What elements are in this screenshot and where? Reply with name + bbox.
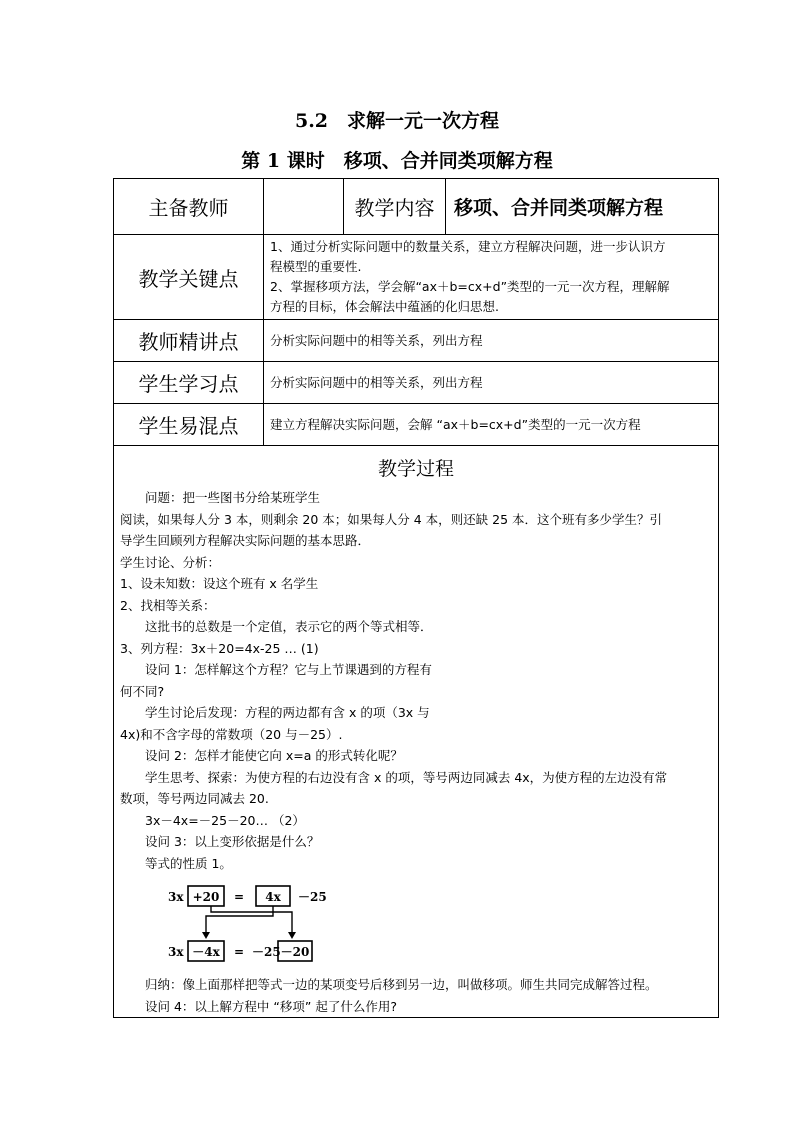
process-line: 4x)和不含字母的常数项（20 与－25）. — [120, 726, 343, 742]
process-heading: 教学过程 — [377, 458, 454, 480]
row-value: 分析实际问题中的相等关系，列出方程 — [264, 320, 719, 362]
process-line: 何不同? — [120, 683, 165, 699]
process-line: 设问 4：以上解方程中 “移项” 起了什么作用? — [145, 998, 397, 1014]
term-minus4x: －4x — [192, 945, 220, 959]
term-minus25-bottom: －25 — [252, 945, 281, 959]
teacher-value — [264, 179, 344, 235]
row-label: 教学关键点 — [114, 235, 264, 320]
process-line: 设问 1：怎样解这个方程？它与上节课遇到的方程有 — [145, 662, 432, 677]
process-row — [114, 446, 719, 1018]
table-row — [114, 362, 719, 404]
transposition-diagram-svg — [166, 884, 366, 964]
row-value: 建立方程解决实际问题，会解 “ax＋b=cx+d”类型的一元一次方程 — [264, 404, 719, 446]
process-line: 阅读，如果每人分 3 本，则剩余 20 本；如果每人分 4 本，则还缺 25 本．这个班有多少学生？引 — [120, 511, 663, 527]
header-row — [114, 179, 719, 235]
equals-bottom: = — [233, 945, 245, 959]
process-line: 归纳：像上面那样把等式一边的某项变号后移到另一边，叫做移项。师生共同完成解答过程。 — [145, 977, 658, 992]
process-line: 设问 3：以上变形依据是什么？ — [145, 834, 320, 849]
row-label: 学生易混点 — [114, 404, 264, 446]
lesson-subtitle: 第 1 课时 移项、合并同类项解方程 — [241, 150, 553, 172]
content-label: 教学内容 — [344, 179, 446, 235]
process-line: 等式的性质 1。 — [145, 855, 232, 871]
term-minus25-top: －25 — [298, 890, 327, 904]
row-label: 教师精讲点 — [114, 320, 264, 362]
table-row — [114, 404, 719, 446]
process-line: 3x－4x=－25－20… （2） — [145, 812, 305, 828]
table-row — [114, 320, 719, 362]
term-minus20: －20 — [280, 945, 310, 959]
arrow-20-to-right — [211, 906, 292, 934]
page-title: 5.2 求解一元一次方程 — [294, 110, 500, 132]
row-line: 2、掌握移项方法，学会解“ax＋b=cx+d”类型的一元一次方程，理解解 — [270, 279, 670, 294]
row-label: 学生学习点 — [114, 362, 264, 404]
process-line: 学生讨论、分析： — [120, 554, 221, 570]
process-line: 这批书的总数是一个定值，表示它的两个等式相等． — [145, 619, 433, 634]
process-line: 学生讨论后发现：方程的两边都有含 x 的项（3x 与 — [145, 705, 430, 720]
content-value: 移项、合并同类项解方程 — [446, 179, 719, 235]
process-line: 设问 2：怎样才能使它向 x=a 的形式转化呢？ — [145, 748, 403, 763]
term-3x-top: 3x — [168, 890, 184, 904]
transposition-arrows — [206, 906, 292, 934]
process-line: 2、找相等关系： — [120, 597, 216, 613]
lesson-plan-table — [113, 178, 719, 1018]
row-line: 1、通过分析实际问题中的数量关系，建立方程解决问题，进一步认识方 — [270, 239, 666, 254]
term-3x-bottom: 3x — [168, 945, 184, 959]
term-plus20: +20 — [192, 890, 220, 904]
process-line: 1、设未知数：设这个班有 x 名学生 — [120, 576, 319, 591]
row-line: 方程的目标，体会解法中蕴涵的化归思想. — [270, 299, 499, 314]
row-value — [264, 235, 719, 320]
equals-top: = — [233, 890, 245, 904]
arrowhead-left — [202, 932, 210, 939]
process-line: 数项，等号两边同减去 20. — [120, 791, 269, 806]
teaching-process — [114, 446, 719, 1018]
teacher-label: 主备教师 — [114, 179, 264, 235]
transposition-diagram — [166, 884, 718, 968]
process-line: 导学生回顾列方程解决实际问题的基本思路． — [120, 533, 371, 548]
table-row — [114, 235, 719, 320]
process-line: 学生思考、探索：为使方程的右边没有含 x 的项，等号两边同减去 4x，为使方程的左边没有常 — [145, 769, 668, 785]
arrowhead-right — [288, 932, 296, 939]
arrow-4x-to-left — [206, 906, 273, 934]
process-line: 3、列方程：3x＋20=4x-25 … (1) — [120, 640, 319, 656]
term-4x: 4x — [265, 890, 281, 904]
row-value: 分析实际问题中的相等关系，列出方程 — [264, 362, 719, 404]
row-line: 程模型的重要性. — [270, 259, 362, 274]
process-line: 问题：把一些图书分给某班学生 — [145, 490, 321, 505]
